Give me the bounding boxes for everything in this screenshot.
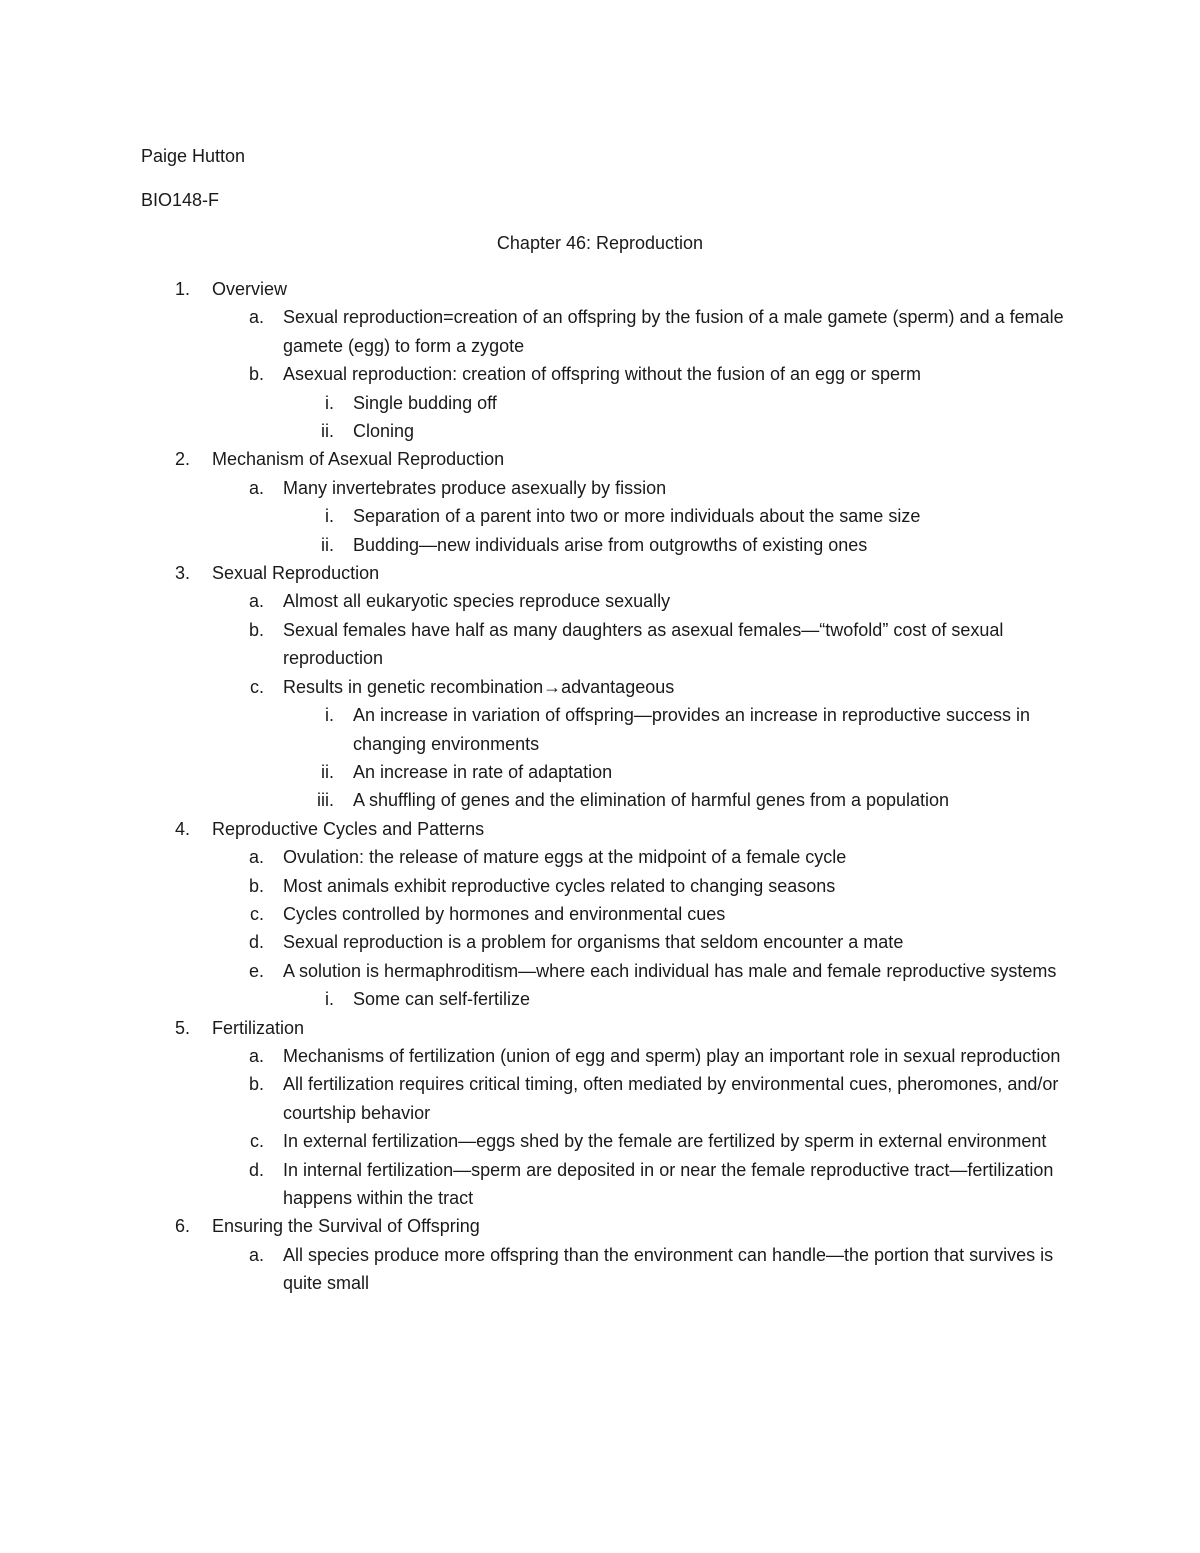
outline-text: A solution is hermaphroditism—where each individual has male and female reproductive systems	[283, 960, 1057, 981]
outline-marker: d.	[248, 1159, 264, 1180]
outline-section	[0, 559, 1200, 587]
outline-marker: 2.	[174, 449, 190, 470]
outline-subitem	[0, 1042, 1200, 1070]
outline-subsubitem	[0, 531, 1200, 559]
outline-marker: i.	[325, 705, 334, 726]
outline-subitem	[0, 1127, 1200, 1155]
outline-text: Sexual reproduction=creation of an offspring by the fusion of a male gamete (sperm) and a female gamete (egg) to form a zygote	[283, 307, 1064, 356]
outline-marker: a.	[248, 591, 264, 612]
outline-marker: iii.	[317, 790, 334, 811]
outline-marker: ii.	[321, 534, 334, 555]
outline-subsubitem	[0, 985, 1200, 1013]
outline-text: Cloning	[353, 421, 415, 442]
outline-marker: a.	[248, 307, 264, 328]
outline-text: Most animals exhibit reproductive cycles related to changing seasons	[283, 875, 836, 896]
author-name: Paige Hutton	[141, 146, 246, 166]
outline-text: All species produce more offspring than the environment can handle—the portion that survives is quite small	[283, 1244, 1054, 1294]
outline-subitem	[0, 957, 1200, 985]
outline-marker: 4.	[174, 818, 190, 839]
outline-marker: b.	[248, 1074, 264, 1095]
outline-subitem	[0, 1241, 1200, 1298]
outline-text: Many invertebrates produce asexually by fission	[283, 477, 667, 498]
outline-marker: 6.	[174, 1216, 190, 1237]
outline-marker: i.	[325, 989, 334, 1010]
outline-marker: c.	[249, 676, 264, 697]
outline-marker: a.	[248, 847, 264, 868]
outline-subitem	[0, 872, 1200, 900]
outline-subsubitem	[0, 417, 1200, 445]
page-title: Chapter 46: Reproduction	[496, 233, 704, 253]
outline-subitem	[0, 1070, 1200, 1127]
outline-text: Sexual Reproduction	[212, 563, 380, 584]
outline-marker: a.	[248, 477, 264, 498]
outline-subitem	[0, 928, 1200, 956]
outline-subsubitem	[0, 701, 1200, 758]
outline-subitem	[0, 900, 1200, 928]
outline-text: Separation of a parent into two or more individuals about the same size	[353, 506, 921, 527]
outline-subitem	[0, 673, 1200, 701]
outline-text: Sexual females have half as many daughters as asexual females—“twofold” cost of sexual reproduction	[283, 619, 1004, 669]
outline-marker: d.	[248, 932, 264, 953]
outline-subsubitem	[0, 786, 1200, 814]
outline-marker: b.	[248, 619, 264, 640]
outline-subsubitem	[0, 502, 1200, 530]
outline-section	[0, 815, 1200, 843]
outline-text: Almost all eukaryotic species reproduce sexually	[283, 591, 671, 612]
outline-section	[0, 445, 1200, 473]
outline-text: Ovulation: the release of mature eggs at the midpoint of a female cycle	[283, 847, 847, 868]
course-code: BIO148-F	[141, 190, 220, 210]
outline-marker: b.	[248, 875, 264, 896]
outline-subitem	[0, 616, 1200, 673]
outline-text: An increase in rate of adaptation	[353, 761, 613, 782]
outline-marker: e.	[248, 960, 264, 981]
outline-text: Sexual reproduction is a problem for organisms that seldom encounter a mate	[283, 932, 904, 953]
outline-marker: 3.	[174, 563, 190, 584]
outline-text: Budding—new individuals arise from outgrowths of existing ones	[353, 534, 868, 555]
outline-subsubitem	[0, 389, 1200, 417]
outline-marker: ii.	[321, 761, 334, 782]
outline-marker: i.	[325, 506, 334, 527]
outline-text: Some can self-fertilize	[353, 989, 531, 1010]
outline-text: Single budding off	[353, 392, 497, 413]
outline-subitem	[0, 587, 1200, 615]
outline-section	[0, 275, 1200, 303]
outline-text: Overview	[212, 279, 288, 299]
outline-marker: a.	[248, 1045, 264, 1066]
outline-subitem	[0, 303, 1200, 360]
outline-text: Fertilization	[212, 1017, 305, 1038]
outline-marker: b.	[248, 364, 264, 385]
outline-text: All fertilization requires critical timing, often mediated by environmental cues, pheromones, and/or courtship behavior	[283, 1074, 1059, 1123]
outline-marker: c.	[249, 903, 264, 924]
outline-text: Cycles controlled by hormones and environmental cues	[283, 903, 726, 924]
outline-text: Asexual reproduction: creation of offspring without the fusion of an egg or sperm	[283, 364, 922, 385]
outline-marker: a.	[248, 1244, 264, 1265]
outline-subitem	[0, 843, 1200, 871]
outline-subitem	[0, 1156, 1200, 1213]
outline-marker: c.	[249, 1131, 264, 1152]
outline-section	[0, 1212, 1200, 1240]
outline-text: Mechanisms of fertilization (union of egg and sperm) play an important role in sexual reproduction	[283, 1045, 1061, 1066]
outline-text: Ensuring the Survival of Offspring	[212, 1216, 480, 1237]
outline-text: In internal fertilization—sperm are deposited in or near the female reproductive tract—fertilization happens within the tract	[283, 1159, 1054, 1208]
outline-subitem	[0, 360, 1200, 388]
outline-marker: i.	[325, 392, 334, 413]
outline-list	[0, 275, 1200, 1298]
outline-marker: 5.	[174, 1017, 190, 1038]
outline-marker: 1.	[174, 279, 190, 299]
outline-text: An increase in variation of offspring—provides an increase in reproductive success in changing environments	[353, 705, 1031, 754]
outline-marker: ii.	[321, 421, 334, 442]
outline-section	[0, 1014, 1200, 1042]
outline-text: A shuffling of genes and the elimination of harmful genes from a population	[353, 790, 950, 811]
outline-text: Reproductive Cycles and Patterns	[212, 818, 485, 839]
outline-subsubitem	[0, 758, 1200, 786]
outline-text: Results in genetic recombination→advantageous	[283, 676, 675, 697]
outline-subitem	[0, 474, 1200, 502]
outline-text: In external fertilization—eggs shed by the female are fertilized by sperm in external environment	[283, 1131, 1047, 1152]
outline-text: Mechanism of Asexual Reproduction	[212, 449, 505, 470]
